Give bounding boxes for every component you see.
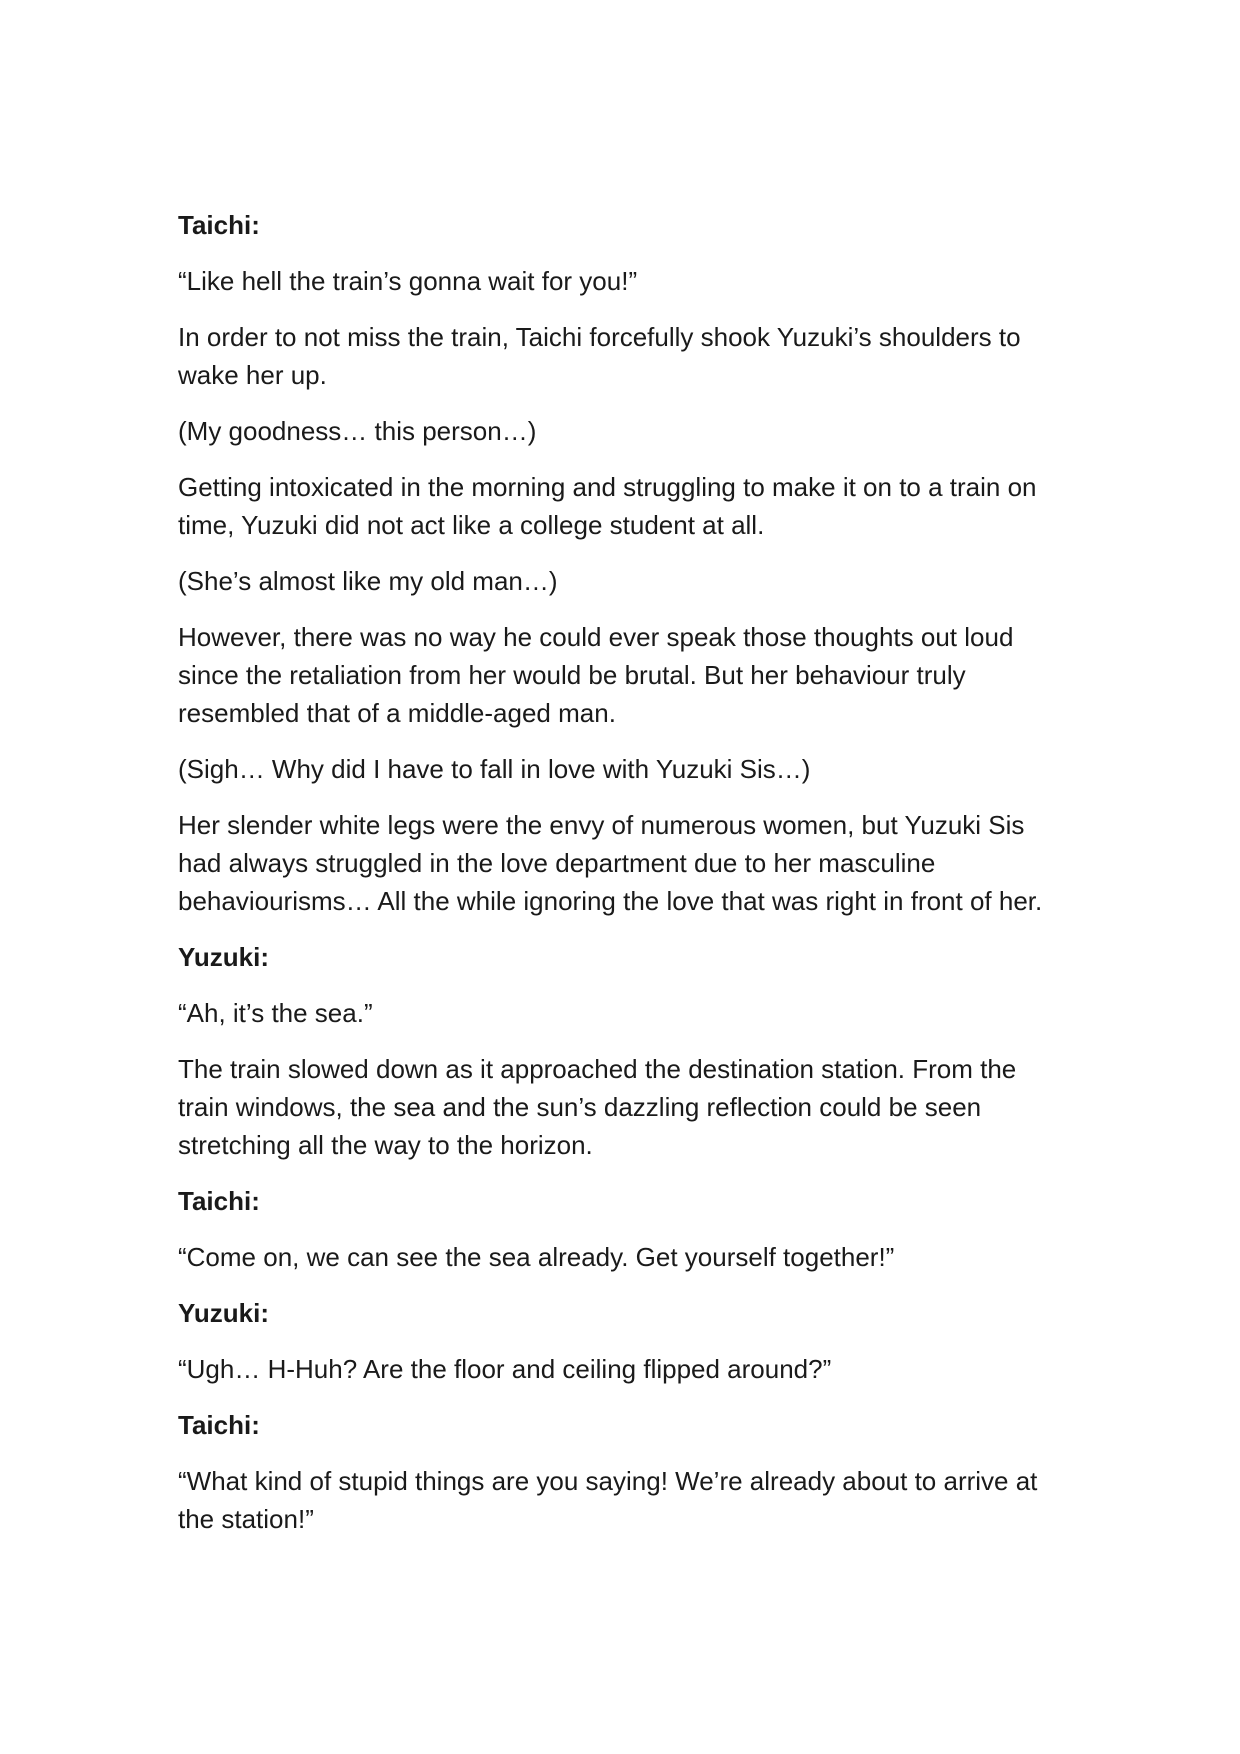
narration-paragraph: In order to not miss the train, Taichi forcefully shook Yuzuki’s shoulders to wake her up.: [178, 322, 1021, 390]
speaker-label: Yuzuki:: [178, 942, 270, 972]
inner-thought: (Sigh… Why did I have to fall in love with Yuzuki Sis…): [178, 754, 811, 784]
narration-paragraph: The train slowed down as it approached the destination station. From the train windows, the sea and the sun’s dazzling reflection could be seen stretching all the way to the horizon.: [178, 1054, 1017, 1160]
inner-thought: (She’s almost like my old man…): [178, 566, 558, 596]
dialogue-line: “What kind of stupid things are you saying! We’re already about to arrive at the station!”: [178, 1466, 1038, 1534]
speaker-label: Taichi:: [178, 1410, 260, 1440]
dialogue-line: “Come on, we can see the sea already. Get yourself together!”: [178, 1242, 895, 1272]
narration-paragraph: Her slender white legs were the envy of numerous women, but Yuzuki Sis had always struggled in the love department due to her masculine behaviourisms… All the while ignoring the love that was right in front of her.: [178, 810, 1043, 916]
document-body: [178, 206, 1068, 1556]
dialogue-line: “Ah, it’s the sea.”: [178, 998, 373, 1028]
speaker-label: Taichi:: [178, 1186, 260, 1216]
dialogue-line: “Like hell the train’s gonna wait for you!”: [178, 266, 638, 296]
speaker-label: Yuzuki:: [178, 1298, 270, 1328]
inner-thought: (My goodness… this person…): [178, 416, 537, 446]
narration-paragraph: However, there was no way he could ever speak those thoughts out loud since the retaliation from her would be brutal. But her behaviour truly resembled that of a middle-aged man.: [178, 622, 1014, 728]
speaker-label: Taichi:: [178, 210, 260, 240]
dialogue-line: “Ugh… H-Huh? Are the floor and ceiling flipped around?”: [178, 1354, 832, 1384]
narration-paragraph: Getting intoxicated in the morning and struggling to make it on to a train on time, Yuzuki did not act like a college student at all.: [178, 472, 1037, 540]
